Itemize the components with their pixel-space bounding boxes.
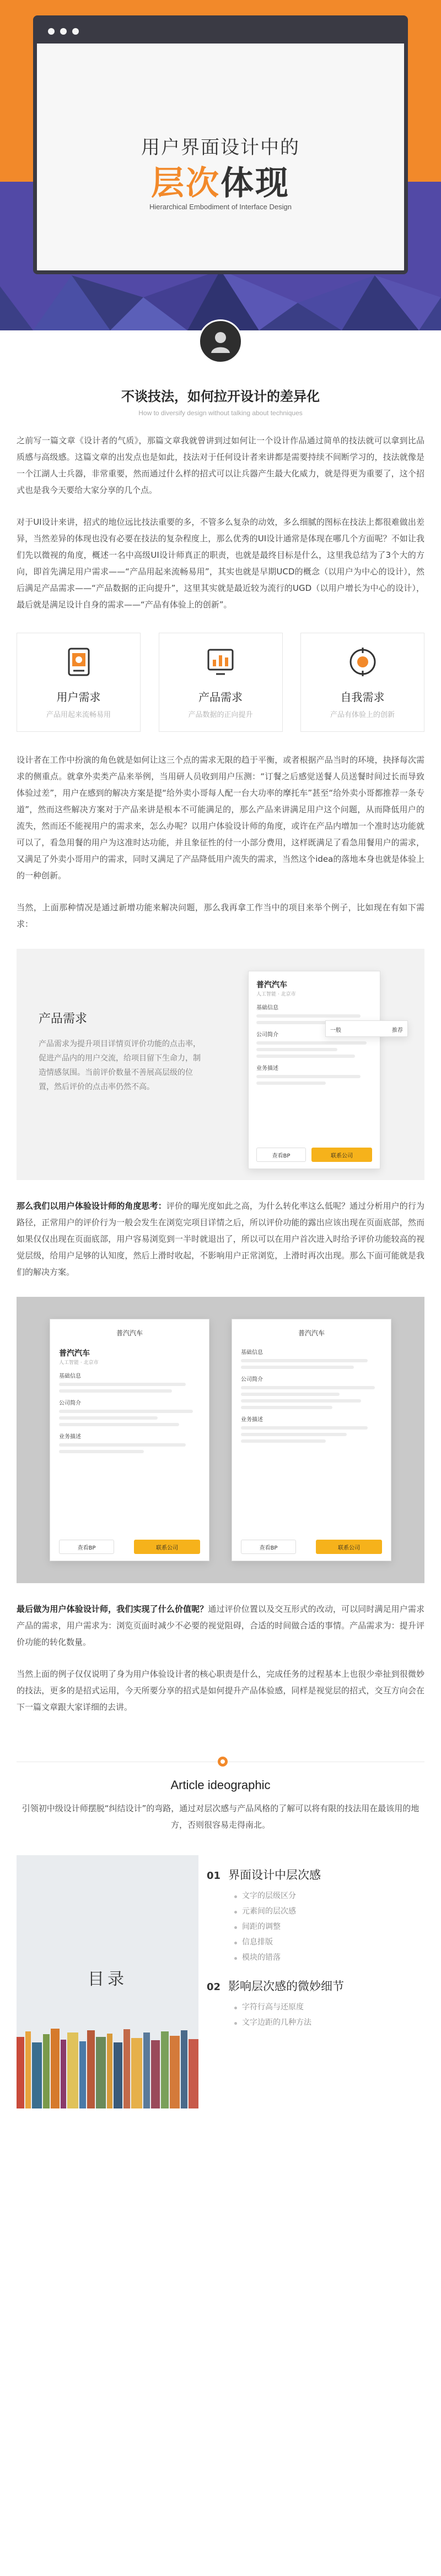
divider-dot-icon xyxy=(218,1757,228,1767)
product-needs-icon xyxy=(204,645,237,678)
window-dot-icon xyxy=(72,28,79,35)
text-line xyxy=(241,1386,375,1389)
contact-company-button[interactable]: 联系公司 xyxy=(311,1148,372,1162)
toc-item: 模块的错落 xyxy=(234,1950,424,1965)
article-title: Article ideographic xyxy=(170,1778,271,1792)
company-name: 普汽汽车 xyxy=(59,1349,90,1358)
card-desc: 产品有体验上的创新 xyxy=(330,711,395,719)
section-subtitle: How to diversify design without talking about techniques xyxy=(138,409,303,417)
paragraph: 设计者在工作中扮演的角色就是如何让这三个点的需求无限的趋于平衡，或者根据产品当时的环境，抉择每次需求的侧重点。就拿外卖类产品来举例，当用研人员收到用户压测：“订餐之后感觉送餐人员送餐时间过长而导致体验过差”，用户在感到的解决方案是提“给外卖小哥每人配一台大功率的摩托车”甚至“给外卖小哥都推荐一条专道”，然而这些解决方案对于产品来讲是根本不可能满足的，那么产品来讲满足用户这个问题，从而降低用户的流失，然而还不能视用户的需求来，怎么办呢？以用户体验设计师的角度，或许在产品内增加一个准时达功能就可以了，看急用餐的用户为这准时达功能，并且象征性的付一小部分费用，这样既满足了看急用餐用户的需求，又满足了外卖小哥用户的需求，同时又满足了产品降低用户流失的需求，当然这个idea的落地本身也就是体验上的一种创新。 xyxy=(17,755,424,881)
toc-section-number: 01 xyxy=(207,1870,221,1882)
company-meta: 人工智能 · 北京市 xyxy=(59,1360,99,1366)
card-desc: 产品用起来流畅易用 xyxy=(46,711,111,719)
toc-items xyxy=(234,1888,424,1965)
feature-desc: 产品需求为提升项目详情页评价功能的点击率，促进产品内的用户交流，给项目留下生命力，制造情感氛围。当前评价数量不善展高层级的位置，然后评价的点击率仍然不高。 xyxy=(39,1040,201,1091)
rating-tabs xyxy=(325,1020,408,1037)
view-bp-button[interactable]: 查看BP xyxy=(256,1148,306,1162)
hero-title-line1: 用户界面设计中的 xyxy=(141,137,300,159)
text-line xyxy=(241,1393,340,1396)
text-line xyxy=(59,1389,172,1393)
paragraph: 之前写一篇文章《设计者的气质》，那篇文章我就曾讲到过如何让一个设计作品通过简单的技法就可以拿到比品质感与高级感。这篇文章的出发点也是如此，技法对于任何设计者来讲都是需要持续不间断学习的，技法就像是一个江湖人士兵器，非常重要，然而通过什么样的招式可以让兵器产生最大化威力，就是得更为重要了，这个招式也是我今天要给大家分享的几个点。 xyxy=(17,436,424,495)
card-user-needs xyxy=(17,633,141,732)
text-line xyxy=(241,1399,361,1403)
para-lead: 那么我们以用户体验设计师的角度思考： xyxy=(17,1201,166,1211)
text-line xyxy=(59,1416,158,1420)
info-label: 公司简介 xyxy=(59,1400,81,1406)
paragraph xyxy=(17,1601,424,1650)
info-label: 公司简介 xyxy=(241,1377,263,1383)
company-meta: 人工智能 · 北京市 xyxy=(256,992,296,997)
nav-title: 普汽汽车 xyxy=(116,1329,143,1337)
text-line xyxy=(241,1426,368,1430)
hero-title-highlight: 层次 xyxy=(151,164,220,203)
info-label: 业务描述 xyxy=(59,1434,81,1440)
author-portrait-icon xyxy=(207,328,234,355)
paragraph: 对于UI设计来讲，招式的地位远比技法重要的多，不管多么复杂的动效，多么细腻的图标在技法上都很难做出差异，当然差异的体现也没有必要在技法的复杂程度上，那么优秀的UI设计通常是体现在哪几个方面呢？不如让我们先以微视的角度，概述一名中高级UI设计师真正的职责，也就是最终目标是什么，这里我总结为了3个大的方向，即首先满足用户需求——“产品用起来流畅易用”，其实也就是早期UCD的概念（以用户为中心的设计），然后满足产品需求——“产品数据的正向提升”，这里其实就是最近较为流行的UGD（以用户增长为中心的设计），最后就是满足设计自身的需求——“产品有体验上的创新”。 xyxy=(17,517,424,610)
toc-items xyxy=(234,1999,424,2030)
toc-section xyxy=(207,1866,424,1883)
window-dot-icon xyxy=(48,28,55,35)
para-body: 评价的曝光度如此之高，为什么转化率这么低呢？通过分析用户的行为路径，正常用户的评价行为一般会发生在浏览完项目详情之后，所以评价功能的露出应该出现在页面底部，然而如果仅仅出现在页面底部，用户容易浏览到一半时就退出了，所以可以在用户首次进入时给予评价功能较高的视觉层级，给用户足够的认知度，然后上滑时收起，不影响用户正常浏览，上滑时再次出现。那么下面可能就是我们的解决方案。 xyxy=(17,1201,424,1277)
contact-company-button[interactable]: 联系公司 xyxy=(316,1540,382,1554)
text-line xyxy=(256,1014,361,1018)
text-line xyxy=(59,1383,186,1386)
toc-section-name: 影响层次感的微妙细节 xyxy=(228,1980,345,1993)
section-title: 不谈技法，如何拉开设计的差异化 xyxy=(121,389,320,404)
toc-item: 文字边距的几种方法 xyxy=(234,2015,424,2030)
text-line xyxy=(241,1433,347,1436)
text-line xyxy=(241,1406,332,1409)
needs-cards xyxy=(17,633,424,732)
product-needs-illustration xyxy=(17,949,424,1180)
feature-title: 产品需求 xyxy=(39,1012,88,1026)
text-line xyxy=(256,1055,355,1058)
solution-illustration xyxy=(17,1297,424,1583)
window-dot-icon xyxy=(60,28,67,35)
user-needs-icon xyxy=(62,645,95,678)
text-line xyxy=(59,1410,193,1413)
toc-item: 文字的层级区分 xyxy=(234,1888,424,1904)
toc-item: 信息排版 xyxy=(234,1934,424,1950)
text-line xyxy=(59,1423,179,1426)
toc-section xyxy=(207,1977,424,1994)
info-label: 基础信息 xyxy=(59,1373,81,1379)
tab-general[interactable]: 一般 xyxy=(330,1028,341,1034)
toc-cover-image xyxy=(17,1855,198,2108)
card-desc: 产品数据的正向提升 xyxy=(188,711,253,719)
author-avatar xyxy=(198,319,243,363)
toc-section-number: 02 xyxy=(207,1981,221,1993)
toc-section-name: 界面设计中层次感 xyxy=(228,1868,321,1882)
text-line xyxy=(256,1041,367,1045)
paragraph: 当然，上面那种情况是通过新增功能来解决问题，那么我再拿工作当中的项目来举个例子，比如现在有如下需求： xyxy=(17,903,424,929)
text-line xyxy=(256,1082,326,1085)
paragraph xyxy=(17,1198,424,1280)
toc-item: 字符行高与还原度 xyxy=(234,1999,424,2015)
phone-mockup-before xyxy=(50,1319,209,1561)
card-self-needs xyxy=(300,633,424,732)
view-bp-button[interactable]: 查看BP xyxy=(59,1540,114,1554)
text-line xyxy=(256,1048,337,1051)
text-line xyxy=(241,1439,326,1443)
article-desc: 引领初中级设计师摆脱“纠结设计”的弯路，通过对层次感与产品风格的了解可以将有限的技法用在最该用的地方，否则很容易走得南北。 xyxy=(21,1803,420,1830)
toc-cover-text: 目录 xyxy=(88,1970,127,1989)
card-name: 用户需求 xyxy=(56,691,101,704)
info-label: 公司简介 xyxy=(256,1032,278,1038)
view-bp-button[interactable]: 查看BP xyxy=(241,1540,296,1554)
card-name: 自我需求 xyxy=(340,691,385,704)
phone-mockup-after xyxy=(232,1319,391,1561)
hero-banner xyxy=(0,0,441,330)
card-product-needs xyxy=(159,633,283,732)
contact-company-button[interactable]: 联系公司 xyxy=(134,1540,200,1554)
phone-mockup xyxy=(248,971,380,1169)
toc-item: 间距的调整 xyxy=(234,1919,424,1934)
bookshelf-icon xyxy=(17,2026,198,2108)
info-label: 基础信息 xyxy=(241,1350,263,1356)
window-titlebar xyxy=(37,19,404,44)
info-label: 业务描述 xyxy=(256,1066,278,1072)
paragraph: 当然上面的例子仅仅说明了身为用户体验设计者的核心职责是什么，完成任务的过程基本上也很少牵扯到很微妙的技法，更多的是招式运用，今天所要分享的招式是如何提升产品体验感，同样是视觉层的招式，交互方向会在下一篇文章跟大家详细的去讲。 xyxy=(17,1669,424,1712)
text-line xyxy=(59,1450,144,1453)
tab-recommend[interactable]: 推荐 xyxy=(392,1028,403,1034)
hero-subtitle: Hierarchical Embodiment of Interface Design xyxy=(149,203,292,211)
table-of-contents xyxy=(17,1855,424,2108)
self-needs-icon xyxy=(346,645,379,678)
text-line xyxy=(241,1359,368,1362)
info-label: 业务描述 xyxy=(241,1417,263,1423)
para-body: 通过评价位置以及交互形式的改动，可以同时满足用户需求产品的需求，用户需求为：浏览页面时减少不必要的视觉阻碍，合适的时间做合适的事情。产品需求为：提升评价功能的转化数量。 xyxy=(17,1604,424,1647)
card-name: 产品需求 xyxy=(198,691,243,704)
nav-title: 普汽汽车 xyxy=(298,1329,325,1337)
section-divider xyxy=(17,1754,424,1770)
para-lead: 最后做为用户体验设计师，我们实现了什么价值呢？ xyxy=(17,1604,208,1614)
company-name: 普汽汽车 xyxy=(256,981,287,990)
toc-list xyxy=(207,1866,424,2030)
hero-title-line2 xyxy=(0,157,441,204)
text-line xyxy=(59,1443,186,1447)
text-line xyxy=(241,1366,354,1369)
info-label: 基础信息 xyxy=(256,1005,278,1011)
text-line xyxy=(256,1075,361,1078)
toc-item: 元素间的层次感 xyxy=(234,1904,424,1919)
hero-title-rest: 体现 xyxy=(220,164,290,203)
